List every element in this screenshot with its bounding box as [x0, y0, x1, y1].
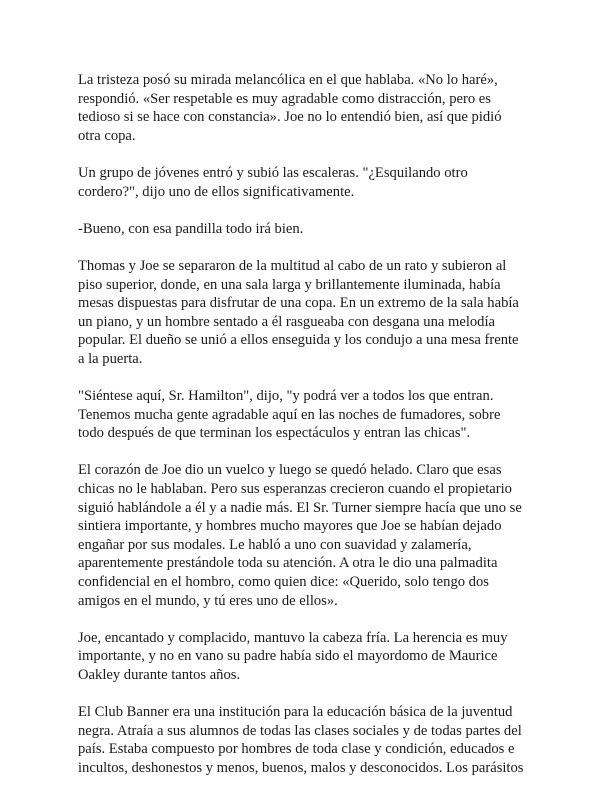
text-line: importante, y no en vano su padre había sido el mayordomo de Maurice — [78, 648, 498, 665]
text-line: sintiera importante, y hombres mucho mayores que Joe se habían dejado — [78, 518, 502, 535]
text-line: negra. Atraía a sus alumnos de todas las clases sociales y de todas partes del — [78, 722, 522, 739]
paragraph-8 — [78, 703, 538, 777]
text-line: El Club Banner era una institución para la educación básica de la juventud — [78, 704, 513, 721]
text-line: piso superior, donde, en una sala larga y brillantemente iluminada, había — [78, 276, 501, 293]
paragraph-5 — [78, 387, 538, 443]
text-line: siguió hablándole a él y a nadie más. El Sr. Turner siempre hacía que uno se — [78, 499, 522, 516]
text-line: La tristeza posó su mirada melancólica en el que hablaba. «No lo haré», — [78, 72, 498, 88]
text-line: respondió. «Ser respetable es muy agradable como distracción, pero es — [78, 90, 491, 107]
paragraph-1 — [78, 71, 538, 145]
text-line: popular. El dueño se unió a ellos enseguida y los condujo a una mesa frente — [78, 332, 519, 349]
text-line: a la puerta. — [78, 350, 143, 367]
text-line: un piano, y un hombre sentado a él rasgueaba con desgana una melodía — [78, 313, 495, 330]
text-line: Thomas y Joe se separaron de la multitud al cabo de un rato y subieron al — [78, 257, 507, 274]
text-line: tedioso si se hace con constancia». Joe no lo entendió bien, así que pidió — [78, 109, 502, 126]
text-line: "Siéntese aquí, Sr. Hamilton", dijo, "y podrá ver a todos los que entran. — [78, 388, 494, 405]
text-line: amigos en el mundo, y tú eres uno de ellos». — [78, 592, 338, 609]
paragraph-4 — [78, 257, 538, 369]
text-line: mesas dispuestas para disfrutar de una copa. En un extremo de la sala había — [78, 295, 519, 312]
text-line: cordero?", dijo uno de ellos significativamente. — [78, 183, 355, 200]
text-line: Joe, encantado y complacido, mantuvo la cabeza fría. La herencia es muy — [78, 629, 508, 646]
text-line: -Bueno, con esa pandilla todo irá bien. — [78, 220, 304, 237]
text-line: engañar por sus modales. Le habló a uno con suavidad y zalamería, — [78, 536, 472, 553]
text-line: Oakley durante tantos años. — [78, 667, 241, 683]
paragraph-2 — [78, 164, 538, 201]
text-line: aparentemente prestándole toda su atención. A otra le dio una palmadita — [78, 555, 498, 572]
document-page — [78, 71, 538, 796]
text-line: confidencial en el hombro, como quien dice: «Querido, solo tengo dos — [78, 574, 489, 591]
text-line: país. Estaba compuesto por hombres de toda clase y condición, educados e — [78, 741, 515, 758]
text-line: incultos, deshonestos y menos, buenos, malos y desconocidos. Los parásitos — [78, 759, 524, 776]
text-line: Un grupo de jóvenes entró y subió las escaleras. "¿Esquilando otro — [78, 164, 468, 181]
paragraph-6 — [78, 461, 538, 610]
text-line: otra copa. — [78, 127, 136, 144]
text-line: El corazón de Joe dio un vuelco y luego se quedó helado. Claro que esas — [78, 462, 502, 479]
paragraph-3 — [78, 220, 538, 239]
paragraph-7 — [78, 629, 538, 685]
text-line: todo después de que terminan los espectáculos y entran las chicas". — [78, 425, 471, 442]
text-line: Tenemos mucha gente agradable aquí en las noches de fumadores, sobre — [78, 406, 501, 423]
text-line: chicas no le hablaban. Pero sus esperanzas crecieron cuando el propietario — [78, 481, 512, 498]
